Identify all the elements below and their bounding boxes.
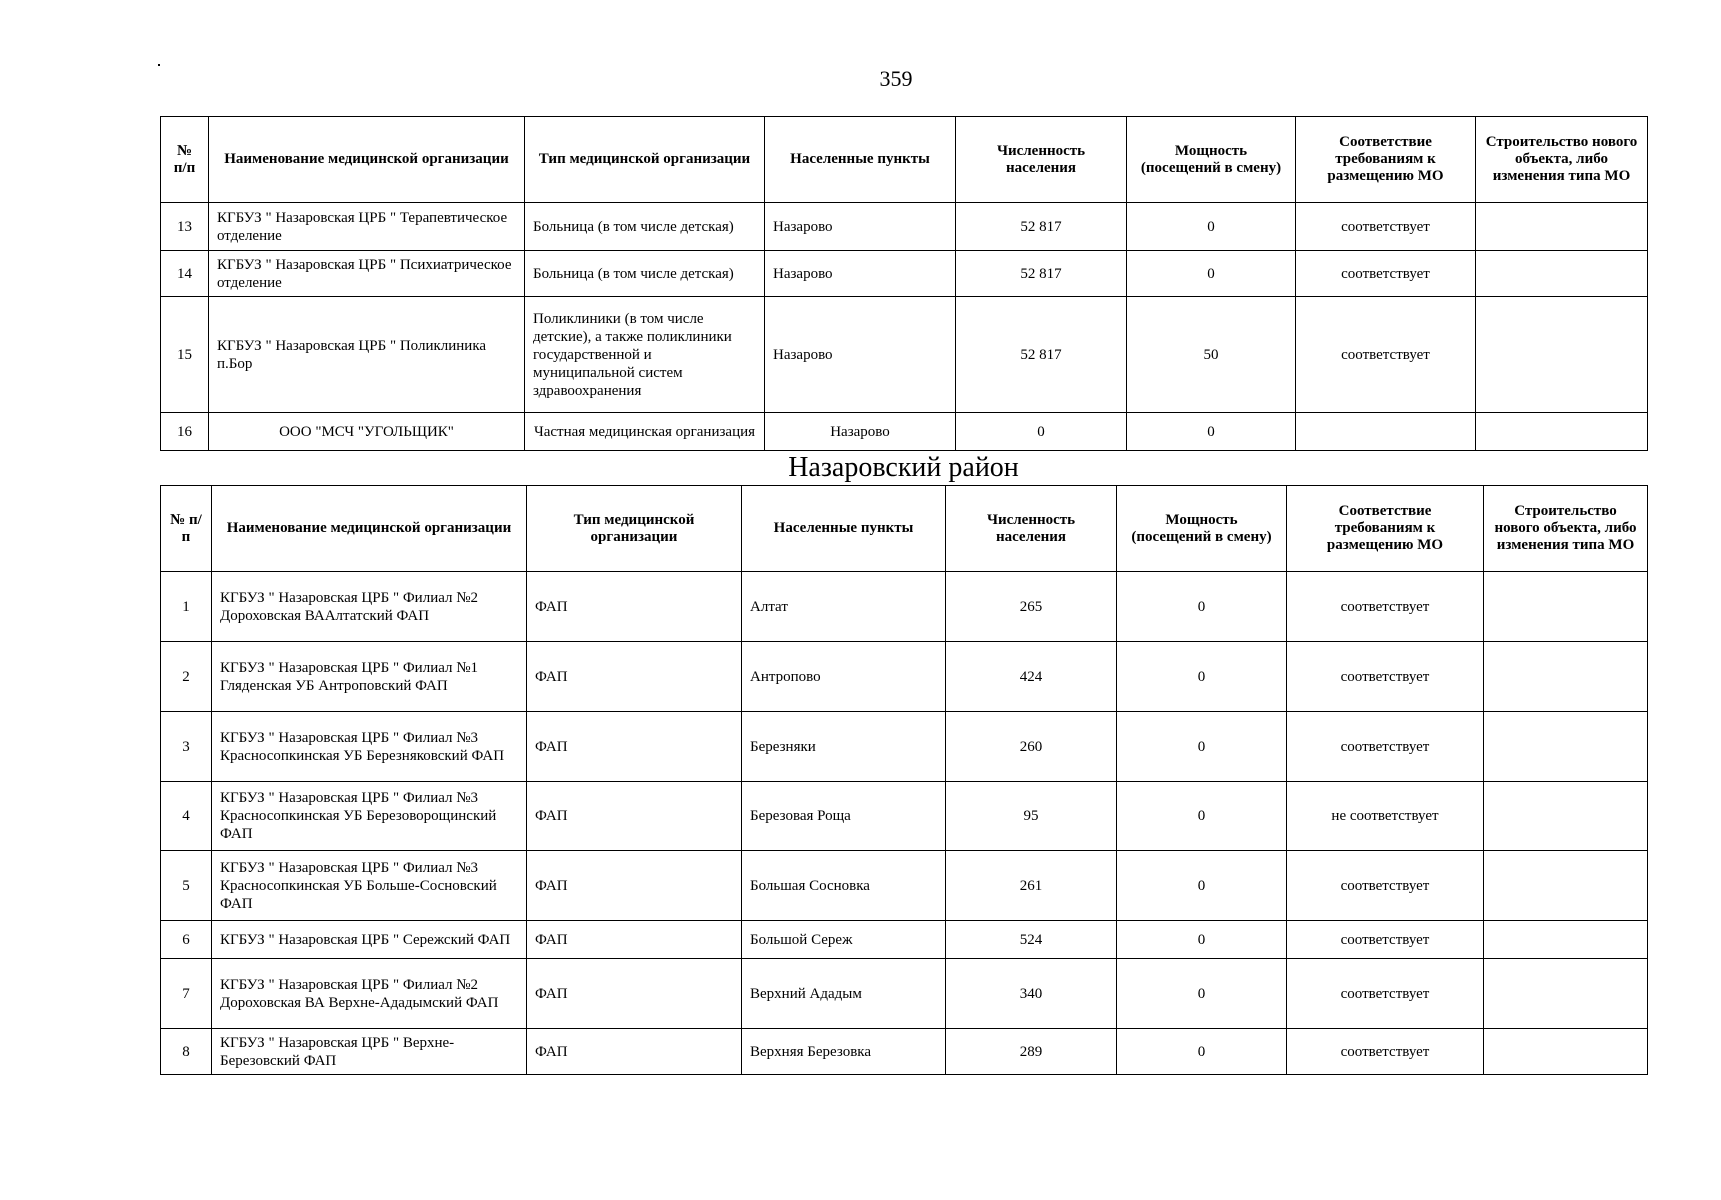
header-population: Численность населения — [946, 486, 1117, 572]
cell-name: ООО "МСЧ "УГОЛЬЩИК" — [209, 413, 525, 451]
cell-compliance: соответствует — [1287, 921, 1484, 959]
cell-settlement: Назарово — [765, 203, 956, 251]
cell-capacity: 0 — [1127, 203, 1296, 251]
cell-type: ФАП — [527, 921, 742, 959]
cell-construction — [1484, 851, 1648, 921]
cell-settlement: Большая Сосновка — [742, 851, 946, 921]
cell-capacity: 0 — [1117, 851, 1287, 921]
cell-num: 3 — [161, 712, 212, 782]
cell-settlement: Антропово — [742, 642, 946, 712]
cell-capacity: 0 — [1117, 959, 1287, 1029]
cell-num: 5 — [161, 851, 212, 921]
cell-construction — [1484, 1029, 1648, 1075]
cell-type: Частная медицинская организация — [525, 413, 765, 451]
cell-capacity: 0 — [1117, 712, 1287, 782]
cell-capacity: 0 — [1117, 642, 1287, 712]
header-type: Тип медицинской организации — [527, 486, 742, 572]
cell-construction — [1476, 251, 1648, 297]
table-row — [161, 642, 1648, 712]
cell-type: ФАП — [527, 959, 742, 1029]
table-row — [161, 203, 1648, 251]
cell-construction — [1484, 642, 1648, 712]
table-row — [161, 251, 1648, 297]
cell-num: 14 — [161, 251, 209, 297]
cell-type: ФАП — [527, 712, 742, 782]
cell-name: КГБУЗ " Назаровская ЦРБ " Филиал №3 Красносопкинская УБ Березняковский ФАП — [212, 712, 527, 782]
cell-construction — [1484, 572, 1648, 642]
cell-num: 6 — [161, 921, 212, 959]
table-row — [161, 959, 1648, 1029]
cell-name: КГБУЗ " Назаровская ЦРБ " Филиал №2 Дороховская ВА Верхне-Ададымский ФАП — [212, 959, 527, 1029]
cell-type: ФАП — [527, 851, 742, 921]
page-number: 359 — [879, 66, 913, 91]
cell-compliance: соответствует — [1287, 851, 1484, 921]
cell-type: ФАП — [527, 642, 742, 712]
cell-population: 95 — [946, 782, 1117, 851]
table-row — [161, 921, 1648, 959]
cell-compliance: соответствует — [1287, 1029, 1484, 1075]
cell-capacity: 0 — [1117, 782, 1287, 851]
cell-population: 52 817 — [956, 297, 1127, 413]
cell-capacity: 0 — [1127, 413, 1296, 451]
cell-type: ФАП — [527, 1029, 742, 1075]
header-settlements: Населенные пункты — [765, 117, 956, 203]
cell-name: КГБУЗ " Назаровская ЦРБ " Филиал №2 Дороховская ВААлтатский ФАП — [212, 572, 527, 642]
cell-population: 424 — [946, 642, 1117, 712]
table-header-row — [161, 486, 1648, 572]
cell-num: 13 — [161, 203, 209, 251]
cell-compliance: соответствует — [1287, 642, 1484, 712]
cell-settlement: Березовая Роща — [742, 782, 946, 851]
cell-num: 7 — [161, 959, 212, 1029]
table-row — [161, 297, 1648, 413]
cell-settlement: Назарово — [765, 297, 956, 413]
header-construction: Строительство нового объекта, либо изменения типа МО — [1484, 486, 1648, 572]
cell-num: 8 — [161, 1029, 212, 1075]
header-capacity: Мощность (посещений в смену) — [1117, 486, 1287, 572]
cell-compliance: соответствует — [1296, 297, 1476, 413]
cell-type: Больница (в том числе детская) — [525, 203, 765, 251]
header-name: Наименование медицинской организации — [209, 117, 525, 203]
cell-compliance: не соответствует — [1287, 782, 1484, 851]
table-header-row — [161, 117, 1648, 203]
cell-compliance: соответствует — [1287, 712, 1484, 782]
cell-population: 261 — [946, 851, 1117, 921]
cell-settlement: Верхний Ададым — [742, 959, 946, 1029]
cell-type: ФАП — [527, 572, 742, 642]
cell-construction — [1484, 959, 1648, 1029]
cell-name: КГБУЗ " Назаровская ЦРБ " Терапевтическое отделение — [209, 203, 525, 251]
cell-population: 0 — [956, 413, 1127, 451]
cell-construction — [1476, 413, 1648, 451]
cell-population: 340 — [946, 959, 1117, 1029]
cell-compliance: соответствует — [1287, 572, 1484, 642]
cell-compliance: соответствует — [1296, 203, 1476, 251]
cell-capacity: 0 — [1127, 251, 1296, 297]
cell-name: КГБУЗ " Назаровская ЦРБ " Филиал №3 Красносопкинская УБ Больше-Сосновский ФАП — [212, 851, 527, 921]
cell-num: 16 — [161, 413, 209, 451]
cell-type: ФАП — [527, 782, 742, 851]
header-settlements: Населенные пункты — [742, 486, 946, 572]
cell-name: КГБУЗ " Назаровская ЦРБ " Филиал №1 Гляденская УБ Антроповский ФАП — [212, 642, 527, 712]
cell-construction — [1484, 712, 1648, 782]
header-type: Тип медицинской организации — [525, 117, 765, 203]
cell-settlement: Алтат — [742, 572, 946, 642]
cell-num: 2 — [161, 642, 212, 712]
table-row — [161, 782, 1648, 851]
cell-type: Поликлиники (в том числе детские), а также поликлиники государственной и муниципальной систем здравоохранения — [525, 297, 765, 413]
cell-capacity: 0 — [1117, 921, 1287, 959]
cell-population: 524 — [946, 921, 1117, 959]
cell-population: 260 — [946, 712, 1117, 782]
header-capacity: Мощность (посещений в смену) — [1127, 117, 1296, 203]
header-num: № п/п — [161, 117, 209, 203]
cell-capacity: 50 — [1127, 297, 1296, 413]
cell-capacity: 0 — [1117, 1029, 1287, 1075]
table-row — [161, 851, 1648, 921]
cell-construction — [1484, 921, 1648, 959]
cell-population: 289 — [946, 1029, 1117, 1075]
table-row — [161, 572, 1648, 642]
table-row — [161, 712, 1648, 782]
cell-population: 265 — [946, 572, 1117, 642]
cell-num: 1 — [161, 572, 212, 642]
header-compliance: Соответствие требованиям к размещению МО — [1296, 117, 1476, 203]
cell-settlement: Березняки — [742, 712, 946, 782]
cell-compliance: соответствует — [1287, 959, 1484, 1029]
header-population: Численность населения — [956, 117, 1127, 203]
facilities-table-continued — [160, 116, 1648, 451]
cell-settlement: Верхняя Березовка — [742, 1029, 946, 1075]
facilities-table-nazarovo-district — [160, 485, 1648, 1075]
cell-compliance: соответствует — [1296, 251, 1476, 297]
header-num: № п/п — [161, 486, 212, 572]
cell-construction — [1484, 782, 1648, 851]
cell-name: КГБУЗ " Назаровская ЦРБ " Сережский ФАП — [212, 921, 527, 959]
cell-population: 52 817 — [956, 251, 1127, 297]
cell-num: 4 — [161, 782, 212, 851]
cell-type: Больница (в том числе детская) — [525, 251, 765, 297]
table-row — [161, 1029, 1648, 1075]
cell-settlement: Назарово — [765, 413, 956, 451]
header-construction: Строительство нового объекта, либо изменения типа МО — [1476, 117, 1648, 203]
cell-name: КГБУЗ " Назаровская ЦРБ " Психиатрическое отделение — [209, 251, 525, 297]
cell-settlement: Назарово — [765, 251, 956, 297]
table-row — [161, 413, 1648, 451]
cell-name: КГБУЗ " Назаровская ЦРБ " Филиал №3 Красносопкинская УБ Березоворощинский ФАП — [212, 782, 527, 851]
section-title: Назаровский район — [788, 452, 1019, 483]
cell-settlement: Большой Сереж — [742, 921, 946, 959]
cell-num: 15 — [161, 297, 209, 413]
cell-construction — [1476, 297, 1648, 413]
cell-population: 52 817 — [956, 203, 1127, 251]
cell-compliance — [1296, 413, 1476, 451]
cell-capacity: 0 — [1117, 572, 1287, 642]
header-compliance: Соответствие требованиям к размещению МО — [1287, 486, 1484, 572]
cell-name: КГБУЗ " Назаровская ЦРБ " Верхне-Березовский ФАП — [212, 1029, 527, 1075]
header-name: Наименование медицинской организации — [212, 486, 527, 572]
cell-name: КГБУЗ " Назаровская ЦРБ " Поликлиника п.Бор — [209, 297, 525, 413]
cell-construction — [1476, 203, 1648, 251]
